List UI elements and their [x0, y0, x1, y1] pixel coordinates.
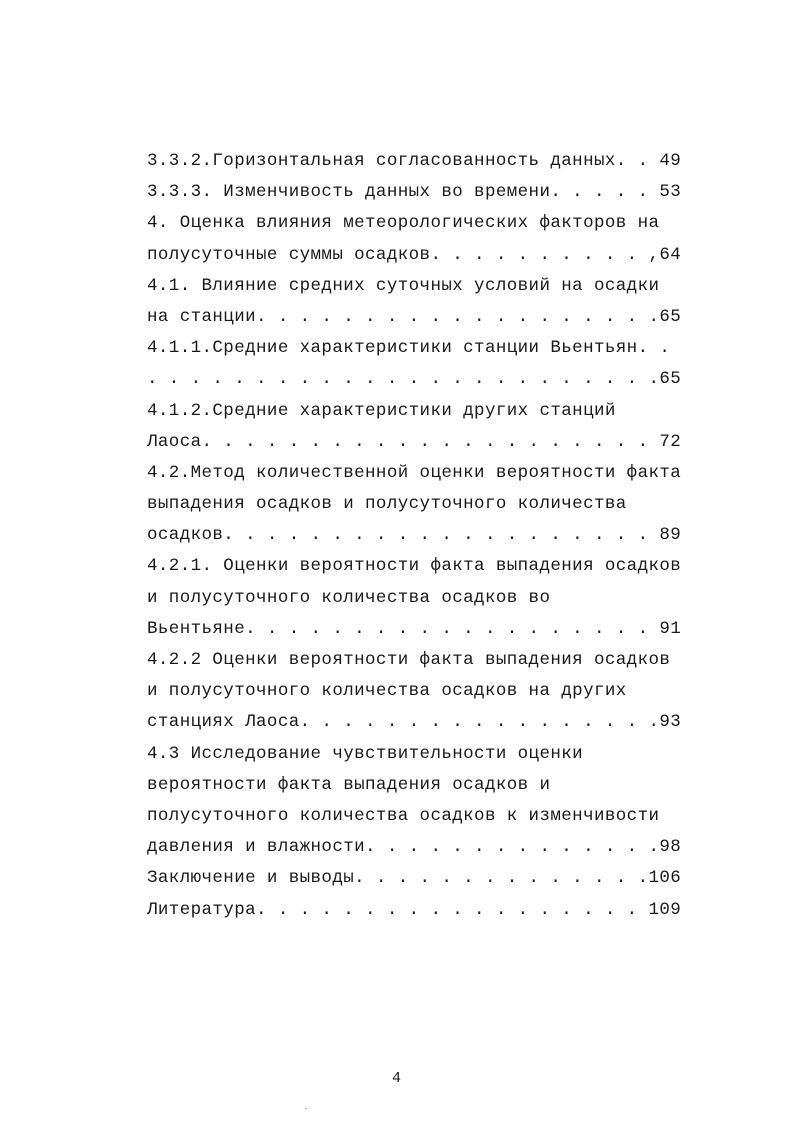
table-of-contents	[147, 146, 707, 926]
toc-line: 4.2.Метод количественной оценки вероятности факта	[147, 462, 682, 483]
toc-line: станциях Лаоса. . . . . . . . . . . . . . . . .93	[147, 712, 682, 733]
toc-line: Заключение и выводы. . . . . . . . . . . . . .106	[147, 868, 682, 889]
toc-line: 4.2.1. Оценки вероятности факта выпадения осадков	[147, 556, 682, 577]
toc-line: осадков. . . . . . . . . . . . . . . . . . . . 89	[147, 525, 682, 546]
page-number: 4	[391, 1070, 401, 1087]
toc-line: 3.3.2.Горизонтальная согласованность данных. . 49	[147, 151, 682, 171]
toc-line: вероятности факта выпадения осадков и	[147, 774, 551, 795]
toc-line: 4.3 Исследование чувствительности оценки	[147, 743, 584, 764]
toc-line: 4.1. Влияние средних суточных условий на осадки	[147, 275, 660, 296]
toc-line: на станции. . . . . . . . . . . . . . . . . . .65	[147, 306, 682, 327]
toc-line: давления и влажности. . . . . . . . . . . . . .98	[147, 837, 682, 858]
toc-line: Литература. . . . . . . . . . . . . . . . . . 109	[147, 899, 682, 920]
toc-line: Вьентьяне. . . . . . . . . . . . . . . . . . . 91	[147, 618, 682, 639]
toc-line: 4.1.2.Средние характеристики других станций	[147, 400, 616, 421]
toc-line: и полусуточного количества осадков во	[147, 587, 551, 608]
toc-line: выпадения осадков и полусуточного количества	[147, 494, 627, 515]
toc-line: и полусуточного количества осадков на других	[147, 681, 627, 702]
toc-line: 4. Оценка влияния метеорологических факторов на	[147, 213, 660, 234]
toc-line: . . . . . . . . . . . . . . . . . . . . . . . .65	[147, 369, 682, 390]
scan-speck	[305, 1108, 307, 1109]
toc-line: Лаоса. . . . . . . . . . . . . . . . . . . . . 72	[147, 431, 682, 452]
toc-line: 4.1.1.Средние характеристики станции Вьентьян. .	[147, 338, 671, 359]
toc-line: полусуточные суммы осадков. . . . . . . . . . ,64	[147, 244, 682, 265]
toc-line: 3.3.3. Изменчивость данных во времени. . . . . 53	[147, 182, 682, 203]
toc-line: полусуточного количества осадков к изменчивости	[147, 805, 660, 826]
toc-line: 4.2.2 Оценки вероятности факта выпадения осадков	[147, 650, 671, 670]
